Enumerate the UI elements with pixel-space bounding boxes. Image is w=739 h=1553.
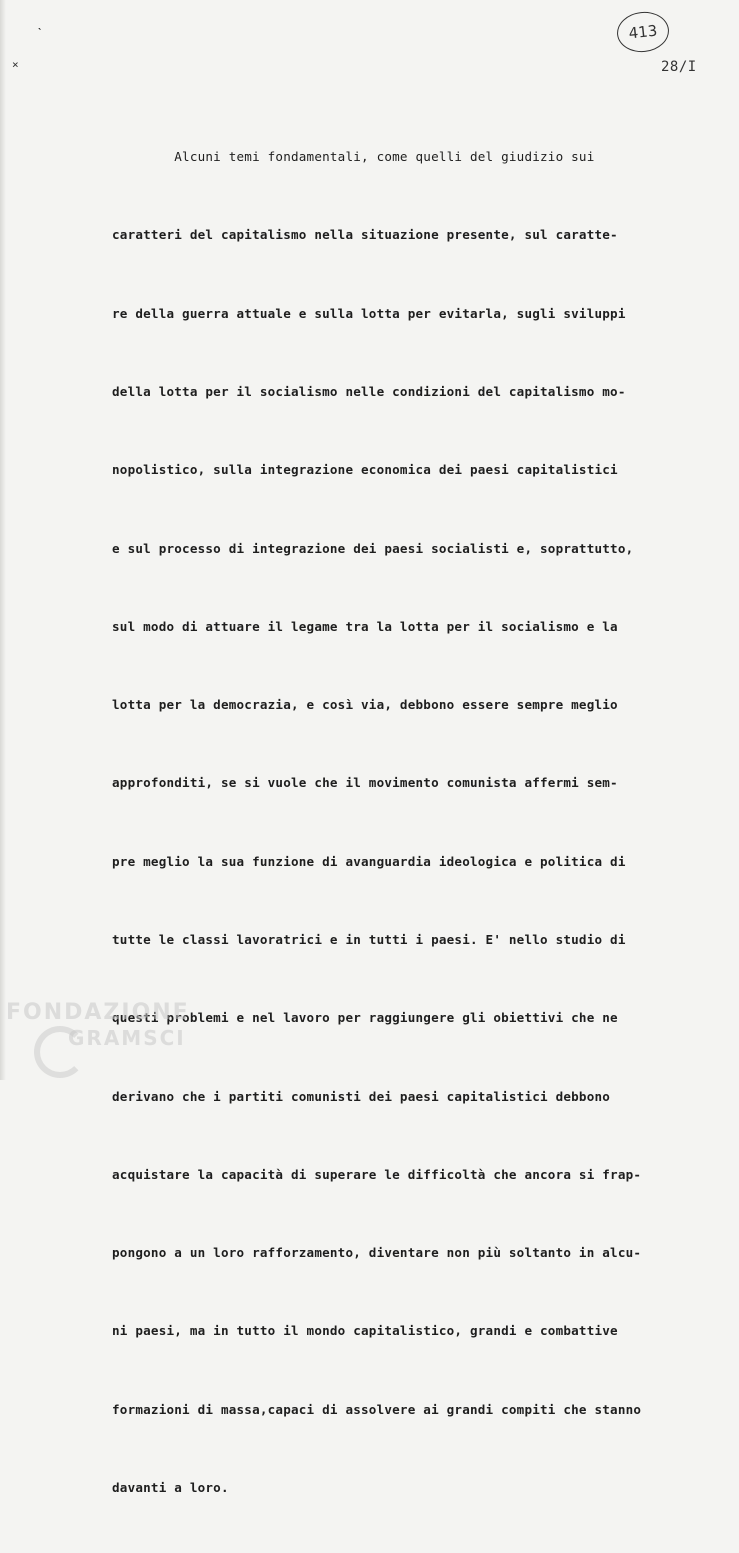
stray-mark: ×: [12, 58, 19, 71]
text-line: lotta per la democrazia, e così via, debbono essere sempre meglio: [112, 697, 618, 713]
text-line: pre meglio la sua funzione di avanguardia ideologica e politica di: [112, 853, 626, 869]
text-line: re della guerra attuale e sulla lotta per evitarla, sugli sviluppi: [112, 305, 626, 321]
text-line: derivano che i partiti comunisti dei paesi capitalistici debbono: [112, 1088, 611, 1104]
scan-edge: [0, 0, 6, 1080]
watermark-line: FONDAZIONE: [6, 1000, 190, 1025]
text-line: nopolistico, sulla integrazione economica dei paesi capitalistici: [112, 462, 618, 478]
text-line: Alcuni temi fondamentali, come quelli del giudizio sui: [112, 149, 595, 165]
text-line: approfonditi, se si vuole che il movimento comunista affermi sem-: [112, 775, 618, 791]
fondazione-gramsci-watermark: [6, 1000, 206, 1050]
archive-number-circled: [615, 9, 671, 54]
text-line: sul modo di attuare il legame tra la lotta per il socialismo e la: [112, 618, 618, 634]
text-line: ni paesi, ma in tutto il mondo capitalistico, grandi e combattive: [112, 1323, 618, 1339]
text-line: tutte le classi lavoratrici e in tutti i paesi. E' nello studio di: [112, 932, 626, 947]
text-line: questi problemi e nel lavoro per raggiungere gli obiettivi che ne: [112, 1010, 618, 1026]
text-line: formazioni di massa,capaci di assolvere ai grandi compiti che stanno: [112, 1401, 642, 1417]
watermark-line: GRAMSCI: [68, 1026, 186, 1050]
text-line: caratteri del capitalismo nella situazione presente, sul caratte-: [112, 227, 618, 243]
page-reference: 28/I: [661, 59, 697, 75]
stray-mark: ˋ: [36, 26, 45, 42]
text-line: della lotta per il socialismo nelle condizioni del capitalismo mo-: [112, 384, 626, 400]
text-line: e sul processo di integrazione dei paesi socialisti e, soprattutto,: [112, 540, 634, 556]
text-line: davanti a loro.: [112, 1479, 229, 1495]
text-line: acquistare la capacità di superare le difficoltà che ancora si frap-: [112, 1166, 642, 1182]
archive-number: 413: [627, 21, 659, 43]
typewritten-paragraph: [112, 92, 716, 1553]
watermark-logo-icon: [34, 1026, 86, 1078]
text-line: pongono a un loro rafforzamento, diventare non più soltanto in alcu-: [112, 1245, 642, 1261]
